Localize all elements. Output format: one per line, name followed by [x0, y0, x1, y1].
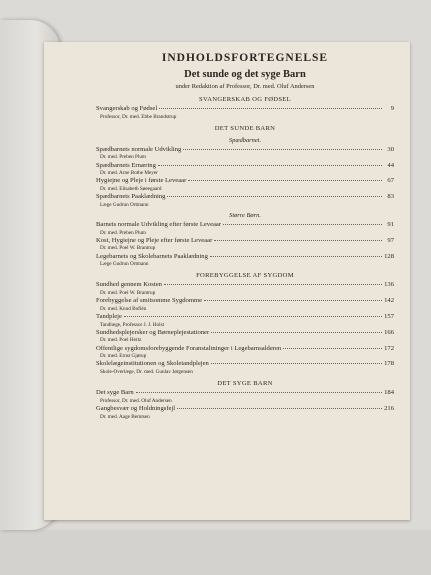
toc-entry — [96, 162, 394, 171]
subsection-heading: Spædbarnet. — [228, 136, 262, 144]
entry-title: Svangerskab og Fødsel — [96, 105, 158, 112]
entry-title: Spædbarnets normale Udvikling — [96, 145, 182, 153]
entry-title: Sundhed gennem Kosten — [96, 281, 162, 289]
dot-leader — [164, 284, 382, 285]
page-number: 178 — [384, 360, 394, 368]
page-title: INDHOLDSFORTEGNELSE — [161, 52, 329, 64]
dot-leader — [204, 300, 382, 301]
table-surface — [0, 530, 431, 575]
entry-author: Dr. med. Poel W. Brantrup — [100, 245, 156, 252]
toc-entry — [96, 253, 394, 262]
page-number: 157 — [384, 312, 394, 320]
page-number: 97 — [387, 236, 394, 244]
toc-entry — [96, 193, 394, 202]
section-heading: DET SYGE BARN — [217, 380, 273, 388]
dot-leader — [211, 363, 382, 364]
toc-entry — [96, 105, 394, 114]
entry-title: Barnets normale Udvikling efter første Leveaar — [96, 220, 222, 228]
dot-leader — [210, 256, 382, 257]
entry-author: Dr. med. Poel Hertz — [100, 337, 142, 344]
entry-author: Dr. med. Preben Plum — [100, 154, 146, 161]
entry-author: Dr. med. Poel W. Brantrup — [100, 289, 156, 296]
toc-entry — [96, 221, 394, 230]
dot-leader — [211, 332, 382, 333]
dot-leader — [223, 224, 382, 225]
toc-entry — [96, 360, 394, 369]
page-number: 216 — [384, 404, 394, 412]
entry-title: Spædbarnets Paaklædning — [96, 193, 166, 201]
subsection-heading: Større Børn. — [229, 211, 261, 219]
dot-leader — [158, 165, 382, 166]
page-number: 142 — [384, 297, 394, 305]
entry-title: Forebyggelse af smitsomme Sygdomme — [96, 297, 203, 305]
dot-leader — [183, 149, 382, 150]
entry-author: Professor, Dr. med. Oluf Andersen — [100, 397, 172, 404]
entry-title: Gangbesvær og Holdningsfejl — [96, 404, 176, 412]
dot-leader — [188, 180, 382, 181]
entry-author: Dr. med. Preben Plum — [100, 229, 146, 236]
entry-author: Læge Gudrun Ortmann — [100, 201, 149, 208]
page-number: 184 — [384, 389, 394, 397]
entry-title: Det syge Barn — [96, 389, 134, 397]
dot-leader — [136, 392, 382, 393]
entry-author: Professor, Dr. med. Ebbe Brandstrup — [100, 113, 177, 120]
page-number: 91 — [387, 220, 394, 228]
entry-title: Kost, Hygiejne og Pleje efter første Leveaar — [96, 236, 213, 244]
toc-entry — [96, 297, 394, 306]
toc-entry — [96, 237, 394, 246]
toc-entry — [96, 313, 394, 322]
page-number: 128 — [384, 252, 394, 260]
page-number: 136 — [384, 281, 394, 289]
table-of-contents — [96, 50, 394, 421]
toc-list — [96, 95, 394, 421]
section-heading: SVANGERSKAB OG FØDSEL — [199, 96, 291, 103]
page-number: 9 — [390, 105, 394, 112]
entry-author: Dr. med. Ernst Gjørup — [100, 353, 147, 360]
page-number: 67 — [387, 177, 394, 185]
entry-title: Skolelægeinstitutionen og Skoletandplejen — [96, 360, 209, 368]
page-number: 30 — [387, 145, 394, 153]
entry-author: Tandlæge, Professor J. J. Holst — [100, 321, 165, 328]
dot-leader — [177, 408, 382, 409]
page-number: 83 — [387, 193, 394, 201]
book-page — [44, 42, 410, 520]
entry-title: Spædbarnets Ernæring — [96, 161, 156, 169]
toc-entry — [96, 345, 394, 354]
dot-leader — [214, 240, 382, 241]
page-number: 166 — [384, 328, 394, 336]
entry-title: Tandpleje — [96, 312, 122, 320]
editor-line: under Redaktion af Professor, Dr. med. Oluf Andersen — [175, 83, 315, 90]
entry-title: Legebarnets og Skolebarnets Paaklædning — [96, 252, 208, 260]
toc-entry — [96, 389, 394, 398]
page-number: 44 — [387, 161, 394, 169]
entry-author: Dr. med. Knud Boflén — [100, 305, 147, 312]
toc-entry — [96, 177, 394, 186]
dot-leader — [124, 316, 382, 317]
entry-author: Skole-Overlæge, Dr. med. Gunlav Jørgensen — [100, 368, 193, 375]
toc-entry — [96, 329, 394, 338]
toc-entry — [96, 405, 394, 414]
book-subtitle: Det sunde og det syge Barn — [184, 69, 306, 80]
entry-title: Hygiejne og Pleje i første Leveaar — [96, 177, 187, 185]
toc-entry — [96, 146, 394, 155]
page-number: 172 — [384, 344, 394, 352]
entry-title: Offentlige sygdomsforebyggende Foranstaltninger i Legebarnsalderen — [96, 344, 282, 352]
section-heading: FOREBYGGELSE AF SYGDOM — [196, 272, 294, 280]
dot-leader — [283, 348, 382, 349]
entry-author: Læge Gudrun Ortmann — [100, 261, 149, 268]
entry-title: Sundhedsplejersker og Børneplejestationer — [96, 328, 210, 336]
section-heading: DET SUNDE BARN — [214, 124, 276, 132]
dot-leader — [159, 108, 382, 109]
entry-author: Dr. med. Elisabeth Søeegaard — [100, 185, 162, 192]
dot-leader — [167, 196, 382, 197]
toc-entry — [96, 281, 394, 290]
entry-author: Dr. med. Aage Berntsen — [100, 413, 150, 420]
entry-author: Dr. med. Arne Bothe Meyer — [100, 170, 158, 177]
